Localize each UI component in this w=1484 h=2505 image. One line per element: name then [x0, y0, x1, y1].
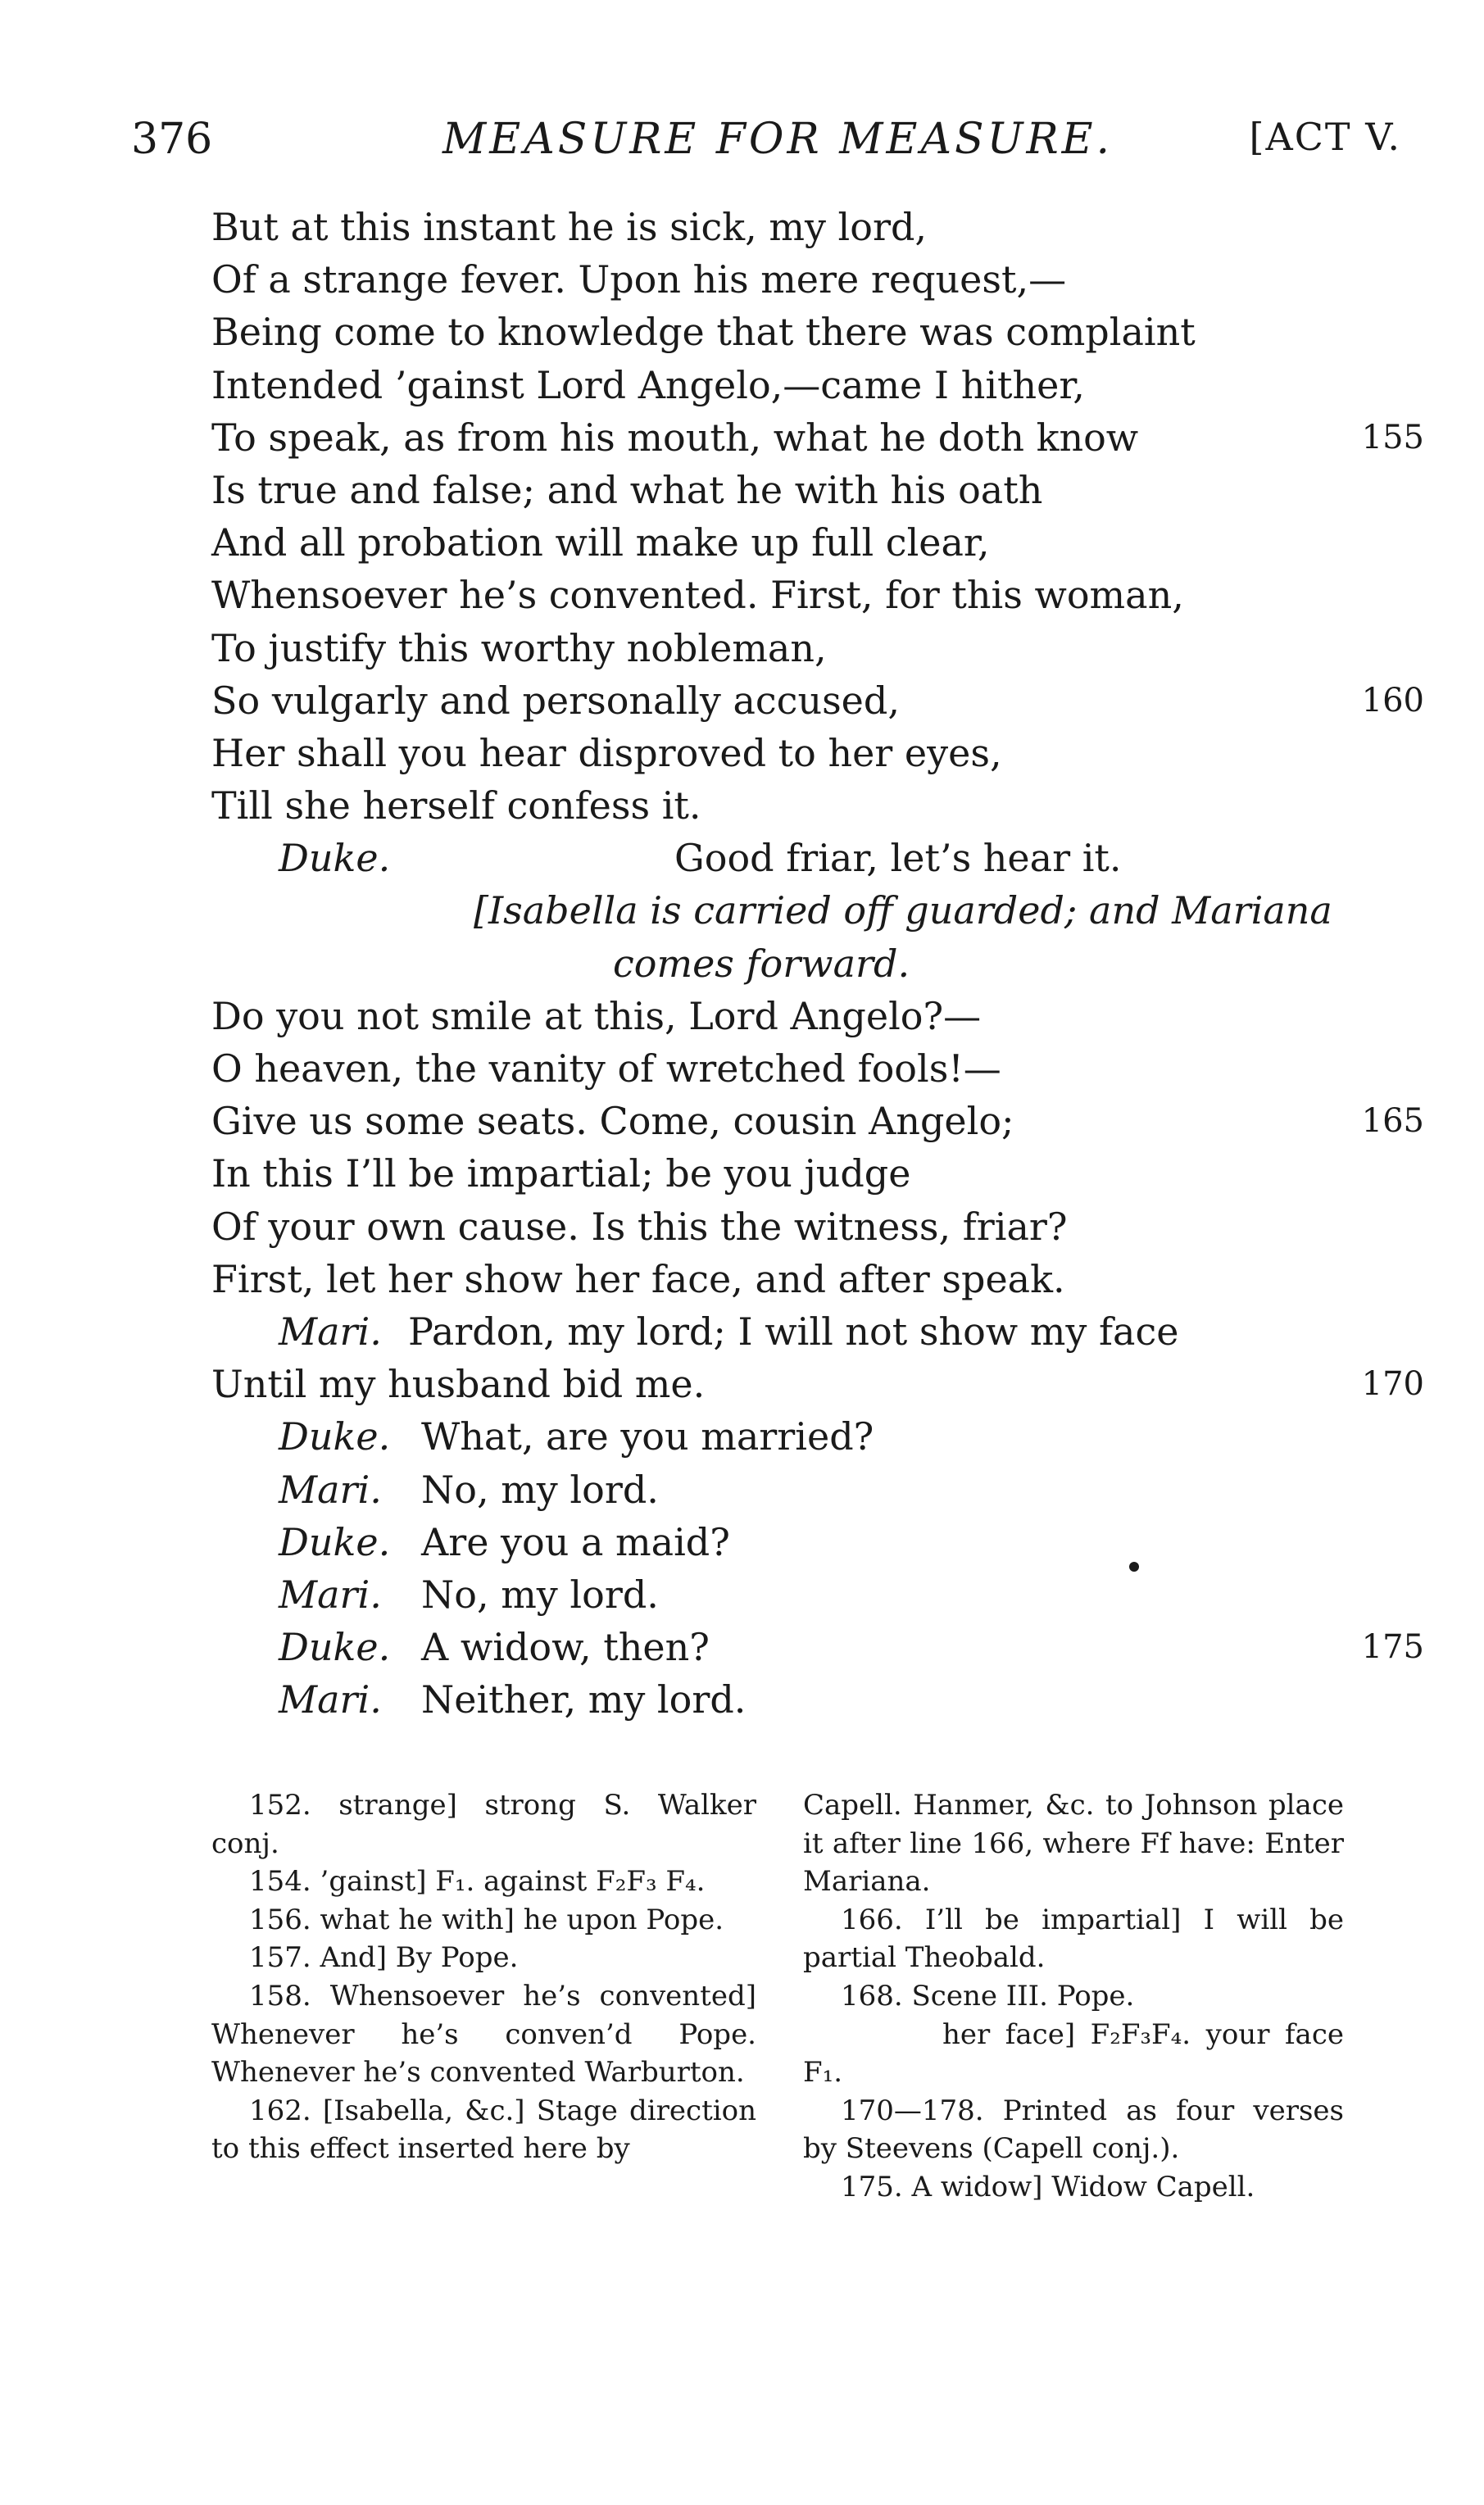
stage-direction: [Isabella is carried off guarded; and Mariana [474, 888, 1332, 933]
line-number: 170 [1361, 1365, 1424, 1404]
speech-line: Mari. No, my lord. [211, 1568, 1424, 1621]
verse-line: Till she herself confess it. [211, 783, 701, 828]
footnotes-left-column [211, 1786, 756, 2168]
verse-line: Being come to knowledge that there was complaint [211, 310, 1196, 355]
footnote: 168. Scene III. Pope. [841, 1979, 1135, 2013]
line-number: 160 [1361, 681, 1424, 719]
verse-line: In this I’ll be impartial; be you judge [211, 1151, 911, 1196]
footnote: her face] F₂F₃F₄. your face F₁. [803, 2017, 1344, 2090]
footnote: 154. ’gainst] F₁. against F₂F₃ F₄. [249, 1865, 706, 1899]
speech-line: Duke. A widow, then? 175 [211, 1621, 1424, 1673]
verse-line: To justify this worthy nobleman, [211, 625, 827, 670]
running-header [131, 115, 1401, 172]
page-number: 376 [131, 115, 213, 164]
footnote: 152. strange] strong S. Walker conj. [211, 1789, 756, 1860]
verse-line: Give us some seats. Come, cousin Angelo; 165 [211, 1095, 1424, 1147]
speaker-name: Duke. [279, 1625, 391, 1670]
speaker-name: Duke. [279, 836, 391, 881]
verse-line: Until my husband bid me. 170 [211, 1358, 1424, 1410]
footnote: 158. Whensoever he’s convented] Whenever he’s conven’d Pope. Whenever he’s convented Warburton. [211, 1979, 756, 2090]
speech-line: Duke. Are you a maid? [211, 1516, 1424, 1568]
speech-line: Duke. What, are you married? [211, 1410, 1424, 1463]
act-label: [ACT V. [1249, 115, 1401, 159]
ink-dot [1129, 1562, 1139, 1572]
verse-line: But at this instant he is sick, my lord, [211, 205, 928, 249]
line-number: 175 [1361, 1628, 1424, 1667]
speaker-name: Duke. [279, 1519, 391, 1564]
speaker-name: Mari. [279, 1467, 382, 1512]
verse-line: First, let her show her face, and after speak. [211, 1256, 1065, 1301]
line-number: 155 [1361, 418, 1424, 456]
speaker-name: Mari. [279, 1572, 382, 1617]
footnote: 170—178. Printed as four verses by Steevens (Capell conj.). [803, 2094, 1344, 2166]
verse-line: Of a strange fever. Upon his mere request,— [211, 257, 1067, 302]
footnote: 175. A widow] Widow Capell. [841, 2170, 1255, 2203]
footnote: 166. I’ll be impartial] I will be partial Theobald. [803, 1903, 1344, 1975]
verse-line: O heaven, the vanity of wretched fools!— [211, 1046, 1001, 1091]
verse-line: Is true and false; and what he with his oath [211, 467, 1043, 512]
verse-line: Whensoever he’s convented. First, for this woman, [211, 573, 1184, 618]
verse-line: And all probation will make up full clear, [211, 520, 990, 565]
footnotes-right-column [803, 1786, 1344, 2207]
verse-line: Intended ’gainst Lord Angelo,—came I hither, [211, 362, 1085, 407]
running-title: MEASURE FOR MEASURE. [442, 115, 1114, 164]
footnote: 156. what he with] he upon Pope. [249, 1903, 724, 1936]
speech-line: Mari. Neither, my lord. [211, 1673, 1424, 1726]
verse-line: So vulgarly and personally accused, 160 [211, 674, 1424, 727]
speaker-name: Mari. [279, 1677, 382, 1722]
verse-line: Her shall you hear disproved to her eyes, [211, 730, 1002, 775]
footnote: 157. And] By Pope. [249, 1941, 519, 1975]
speaker-name: Mari. [279, 1309, 382, 1354]
speech-line: Mari. Pardon, my lord; I will not show my face [211, 1305, 1424, 1358]
speaker-name: Duke. [279, 1414, 391, 1459]
footnote: Capell. Hanmer, &c. to Johnson place it after line 166, where Ff have: Enter Mariana. [803, 1789, 1344, 1899]
speech-line: Duke. Good friar, let’s hear it. [211, 832, 1424, 884]
line-number: 165 [1361, 1102, 1424, 1141]
verse-line: Do you not smile at this, Lord Angelo?— [211, 993, 982, 1038]
verse-line: Of your own cause. Is this the witness, friar? [211, 1204, 1068, 1249]
verse-line: To speak, as from his mouth, what he doth know 155 [211, 411, 1424, 464]
footnote: 162. [Isabella, &c.] Stage direction to this effect inserted here by [211, 2094, 756, 2166]
stage-direction: comes forward. [613, 941, 910, 986]
verse-block [211, 201, 1424, 1726]
speech-line: Mari. No, my lord. [211, 1464, 1424, 1516]
